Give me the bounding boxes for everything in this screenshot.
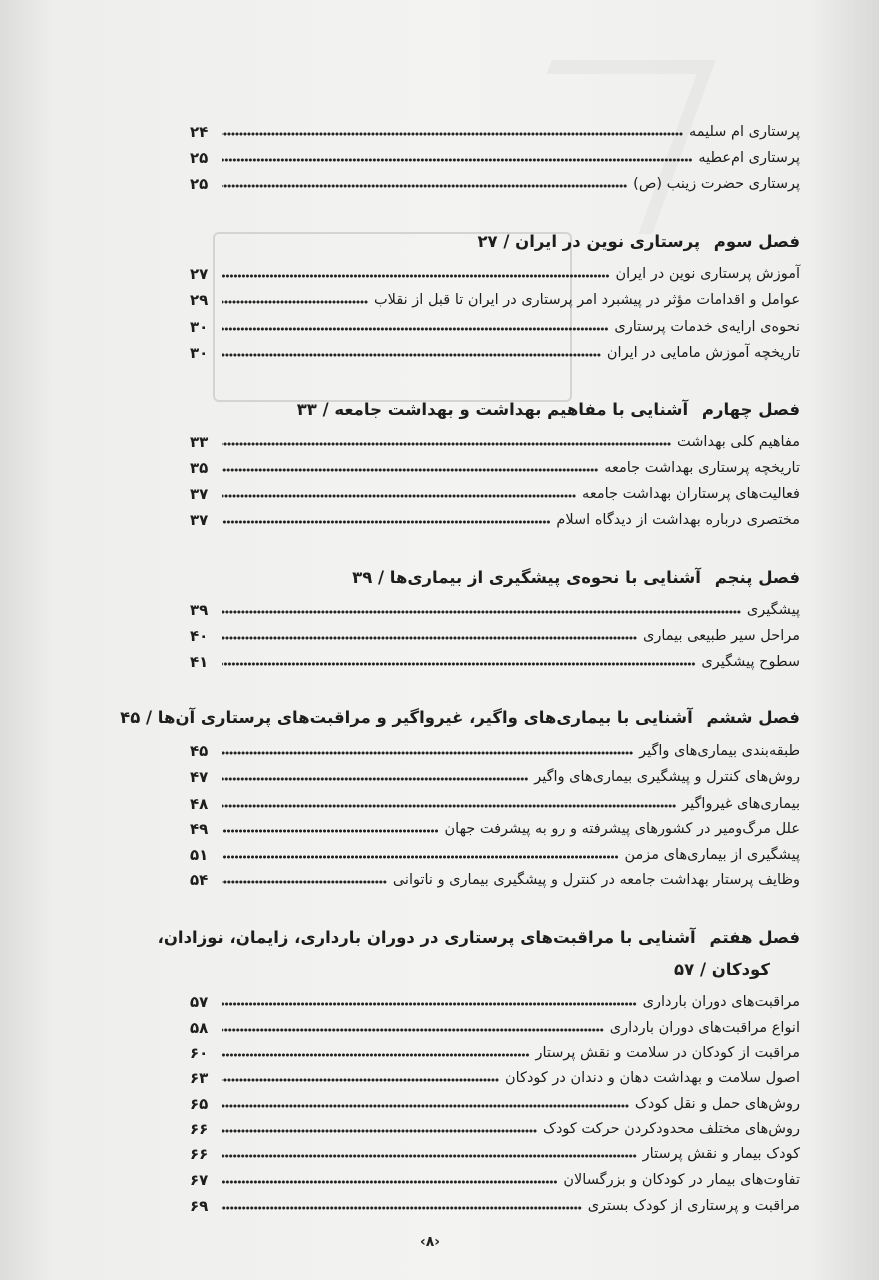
toc-entry [190,1166,800,1190]
dot-leader [222,273,609,279]
dot-leader [222,1027,604,1033]
toc-entry [190,1039,800,1063]
toc-entry-title: پرستاری حضرت زینب (ص) [633,176,800,192]
toc-entry-title: نحوه‌ی ارایه‌ی خدمات پرستاری [614,319,800,335]
toc-entry [190,988,800,1012]
toc-entry-title: وظایف پرستار بهداشت جامعه در کنترل و پیشگیری بیماری و ناتوانی [392,872,800,888]
toc-entry [190,339,800,363]
toc-entry [190,790,800,814]
dot-leader [222,352,601,358]
toc-entry-page: ۳۰ [190,344,209,362]
toc-entry [190,144,800,168]
toc-entry-page: ۵۸ [190,1019,209,1037]
dot-leader [222,1205,582,1211]
chapter-heading [190,230,800,254]
toc-entry-title: اصول سلامت و بهداشت دهان و دندان در کودکان [504,1070,800,1086]
chapter-heading [120,706,800,730]
toc-entry [190,454,800,478]
toc-entry-page: ۴۰ [190,627,209,645]
dot-leader [222,326,608,332]
toc-entry-page: ۵۴ [190,871,209,889]
toc-entry-page: ۲۵ [190,149,209,167]
chapter-title: پرستاری نوین در ایران / ۲۷ [477,232,701,251]
toc-entry-title: طبقه‌بندی بیماری‌های واگیر [639,743,800,759]
toc-entry-page: ۴۱ [190,653,209,671]
toc-entry-page: ۴۷ [190,768,209,786]
toc-entry-page: ۶۶ [190,1145,209,1163]
dot-leader [222,1179,557,1185]
toc-entry-page: ۶۵ [190,1095,209,1113]
toc-entry-title: تاریخچه پرستاری بهداشت جامعه [604,460,800,476]
toc-entry-title: تفاوت‌های بیمار در کودکان و بزرگسالان [563,1172,800,1188]
toc-entry-page: ۳۷ [190,485,209,503]
chapter-title: آشنایی با مفاهیم بهداشت و بهداشت جامعه / ۳۳ [296,400,689,419]
toc-entry-title: تاریخچه آموزش مامایی در ایران [606,345,800,361]
toc-entry [190,506,800,530]
dot-leader [222,609,741,615]
toc-entry [190,1014,800,1038]
toc-entry-page: ۶۳ [190,1069,209,1087]
chapter-title: آشنایی با مراقبت‌های پرستاری در دوران بارداری، زایمان، نوزادان، [157,928,696,947]
dot-leader [222,1052,529,1058]
toc-entry [190,1192,800,1216]
page-number: ‹۸› [419,1234,441,1250]
dot-leader [222,1001,637,1007]
toc-entry [190,1090,800,1114]
toc-entry-page: ۳۰ [190,318,209,336]
toc-entry-page: ۲۹ [190,291,209,309]
toc-entry-page: ۵۱ [190,846,209,864]
dot-leader [222,1077,499,1083]
dot-leader [222,131,683,137]
chapter-label: فصل هفتم [709,928,800,947]
dot-leader [222,1103,629,1109]
dot-leader [222,828,439,834]
chapter-title-line-2: کودکان / ۵۷ [674,960,770,979]
chapter-label: فصل ششم [706,708,800,727]
toc-entry [190,480,800,504]
toc-entry-page: ۳۵ [190,459,209,477]
toc-entry-title: پیشگیری [746,602,800,618]
dot-leader [222,1153,637,1159]
toc-entry-title: روش‌های مختلف محدودکردن حرکت کودک [542,1121,800,1137]
toc-entry-title: علل مرگ‌ومیر در کشورهای پیشرفته و رو به پیشرفت جهان [444,821,800,837]
chapter-title: آشنایی با بیماری‌های واگیر، غیرواگیر و مراقبت‌های پرستاری آن‌ها / ۴۵ [120,708,693,727]
chapter-heading [190,398,800,422]
toc-entry-page: ۵۷ [190,993,209,1011]
toc-entry-title: مراقبت‌های دوران بارداری [642,994,800,1010]
dot-leader [222,157,692,163]
toc-entry [190,737,800,761]
dot-leader [222,299,368,305]
toc-entry-title: مراقبت از کودکان در سلامت و نقش پرستار [535,1045,800,1061]
chapter-label: فصل سوم [713,232,800,251]
toc-entry-title: مفاهیم کلی بهداشت [677,434,800,450]
dot-leader [222,441,671,447]
toc-entry-page: ۳۹ [190,601,209,619]
toc-entry-title: کودک بیمار و نقش پرستار [642,1146,800,1162]
toc-entry-title: آموزش پرستاری نوین در ایران [615,266,800,282]
toc-entry-title: سطوح پیشگیری [701,654,800,670]
toc-entry-page: ۶۹ [190,1197,209,1215]
dot-leader [222,467,598,473]
toc-entry-page: ۴۸ [190,795,209,813]
toc-entry-title: پرستاری ام سلیمه [688,124,800,140]
toc-entry [190,1115,800,1139]
toc-entry [190,841,800,865]
toc-entry-page: ۲۵ [190,175,209,193]
dot-leader [222,776,528,782]
chapter-title: آشنایی با نحوه‌ی پیشگیری از بیماری‌ها / ۳۹ [352,568,701,587]
toc-entry-title: روش‌های حمل و نقل کودک [634,1096,800,1112]
toc-entry [190,596,800,620]
toc-entry-title: پرستاری ام‌عطیه [698,150,800,166]
dot-leader [222,803,676,809]
toc-entry-title: عوامل و اقدامات مؤثر در پیشبرد امر پرستاری در ایران تا قبل از نقلاب [374,292,800,308]
toc-entry-title: مراقبت و پرستاری از کودک بستری [587,1198,800,1214]
table-of-contents [120,0,800,1280]
toc-entry [190,815,800,839]
toc-entry-title: مختصری درباره بهداشت از دیدگاه اسلام [556,512,800,528]
chapter-heading [190,566,800,590]
toc-entry [190,1064,800,1088]
dot-leader [222,879,387,885]
toc-entry-page: ۶۰ [190,1044,209,1062]
toc-entry-title: پیشگیری از بیماری‌های مزمن [624,847,800,863]
toc-entry-page: ۳۳ [190,433,209,451]
dot-leader [222,635,637,641]
toc-entry-page: ۶۶ [190,1120,209,1138]
toc-entry-title: انواع مراقبت‌های دوران بارداری [609,1020,800,1036]
toc-entry-page: ۲۷ [190,265,209,283]
toc-entry [190,866,800,890]
dot-leader [222,493,576,499]
chapter-label: فصل چهارم [701,400,800,419]
toc-entry [190,1140,800,1164]
toc-entry-title: بیماری‌های غیرواگیر [682,796,800,812]
toc-entry [190,170,800,194]
toc-entry [190,313,800,337]
toc-entry-page: ۶۷ [190,1171,209,1189]
toc-entry [190,118,800,142]
dot-leader [222,854,619,860]
chapter-heading [157,926,800,950]
toc-entry [190,648,800,672]
toc-entry-title: فعالیت‌های پرستاران بهداشت جامعه [582,486,800,502]
toc-entry-page: ۴۹ [190,820,209,838]
toc-entry [190,428,800,452]
dot-leader [222,183,627,189]
toc-entry [190,286,800,310]
toc-entry [190,260,800,284]
chapter-label: فصل پنجم [714,568,800,587]
toc-entry [190,763,800,787]
chapter-heading-continued [190,958,770,982]
toc-entry-title: مراحل سیر طبیعی بیماری [642,628,800,644]
toc-entry-page: ۴۵ [190,742,209,760]
dot-leader [222,661,695,667]
toc-entry-title: روش‌های کنترل و پیشگیری بیماری‌های واگیر [534,769,800,785]
toc-entry-page: ۲۴ [190,123,209,141]
toc-entry [190,622,800,646]
dot-leader [222,750,633,756]
toc-entry-page: ۳۷ [190,511,209,529]
dot-leader [222,1128,537,1134]
dot-leader [222,519,550,525]
